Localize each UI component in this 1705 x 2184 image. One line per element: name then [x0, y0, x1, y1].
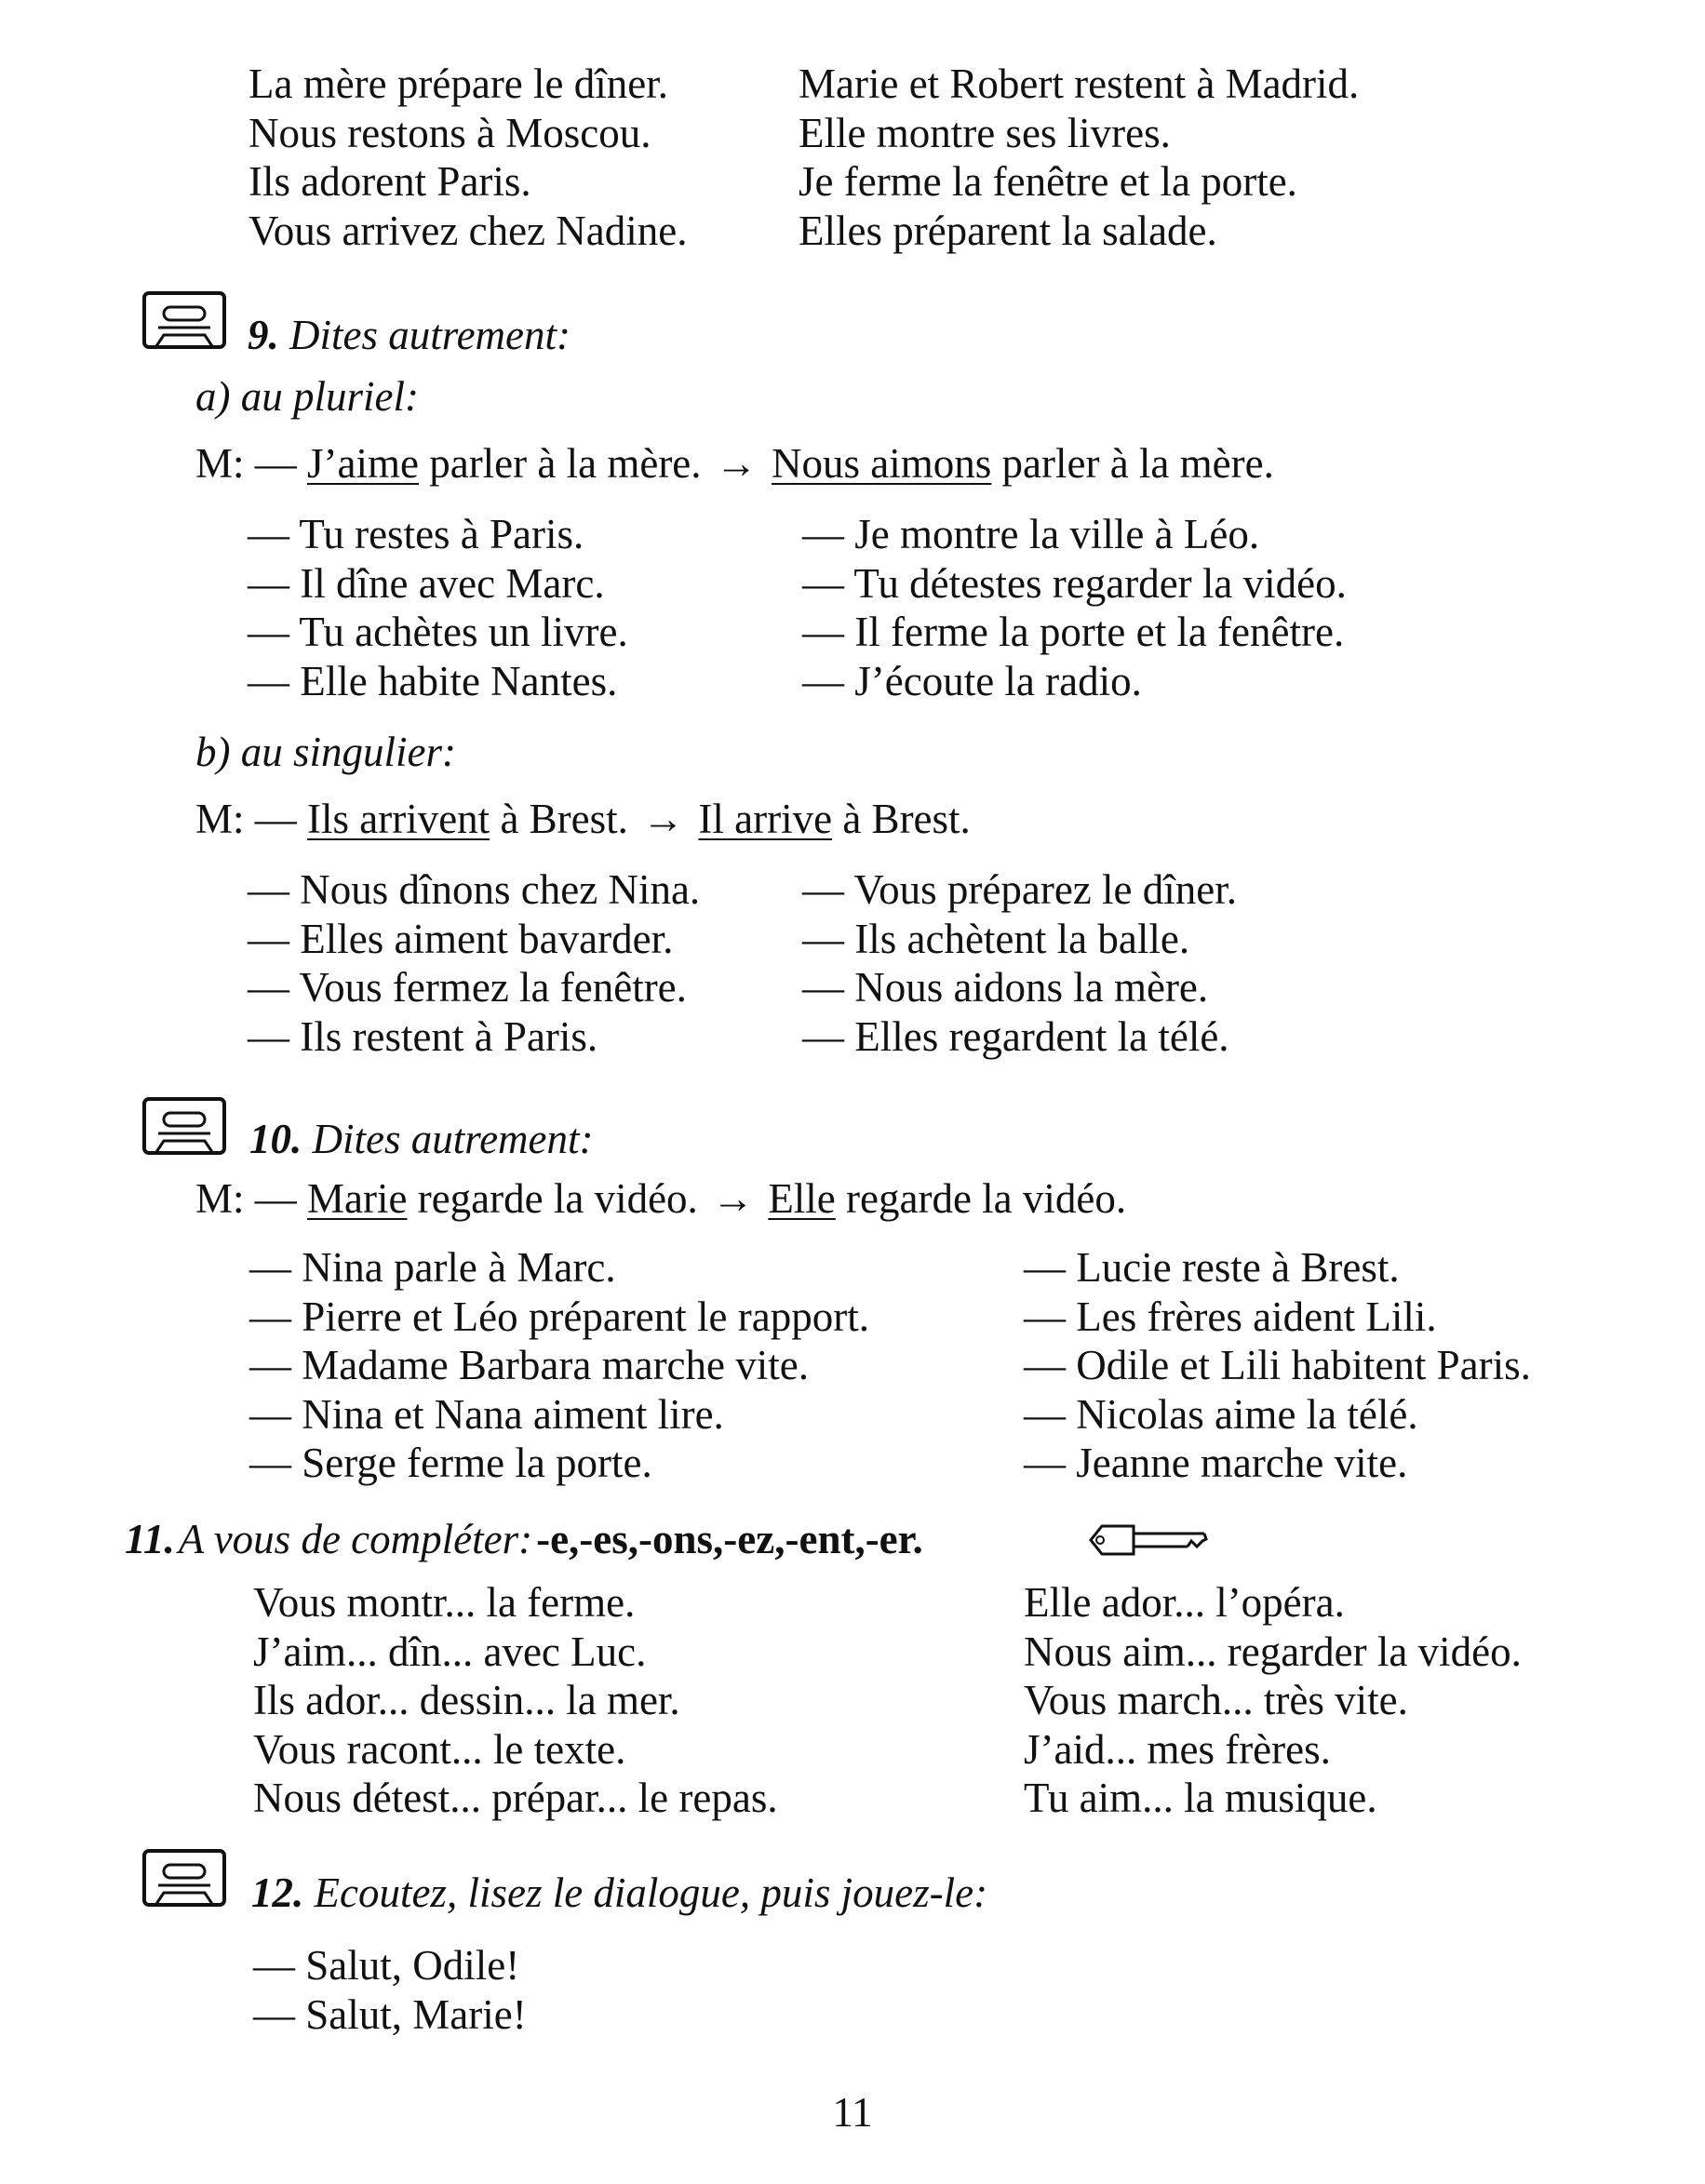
exercise-item: — Pierre et Léo préparent le rapport.: [249, 1293, 869, 1340]
cassette-icon: [141, 1848, 227, 1908]
exercise-item: — Tu détestes regarder la vidéo.: [802, 559, 1347, 607]
exercise-11-right-column: [1024, 1578, 1522, 1823]
intro-sentence: Elle montre ses livres.: [799, 109, 1171, 156]
exercise-9a-model: [195, 439, 1274, 488]
exercise-10-model: [195, 1174, 1126, 1223]
endings-list: -e,-es,-ons,-ez,-ent,-er.: [536, 1516, 923, 1562]
exercise-item: — Ils restent à Paris.: [248, 1012, 598, 1060]
exercise-item: — Vous préparez le dîner.: [802, 866, 1237, 913]
exercise-item: — Elles regardent la télé.: [802, 1012, 1229, 1060]
exercise-item: — Jeanne marche vite.: [1024, 1440, 1408, 1486]
exercise-11-heading: [125, 1515, 923, 1563]
exercise-item: — Nicolas aime la télé.: [1024, 1390, 1418, 1438]
exercise-item: — Tu restes à Paris.: [248, 511, 584, 557]
exercise-9-heading: [248, 311, 571, 359]
dialogue-line: — Salut, Marie!: [253, 1990, 527, 2038]
exercise-item: — Odile et Lili habitent Paris.: [1024, 1342, 1531, 1388]
arrow-right-icon: →: [712, 1175, 755, 1222]
exercise-item: — Elle habite Nantes.: [248, 657, 618, 704]
exercise-item: Vous montr... la ferme.: [253, 1579, 636, 1626]
model-target-subject: Elle: [768, 1175, 836, 1222]
arrow-right-icon: →: [715, 440, 758, 487]
model-source-verb: J’aime: [307, 440, 419, 487]
intro-sentence: Je ferme la fenêtre et la porte.: [799, 158, 1297, 205]
exercise-item: — Vous fermez la fenêtre.: [248, 964, 687, 1011]
model-target-rest: à Brest.: [832, 796, 971, 842]
exercise-12-heading: [251, 1869, 987, 1917]
exercise-title: Dites autrement:: [289, 312, 571, 358]
exercise-title: Dites autrement:: [312, 1116, 594, 1162]
model-source-verb: Ils arrivent: [307, 796, 490, 842]
exercise-item: Elle ador... l’opéra.: [1024, 1579, 1345, 1626]
exercise-number: 12.: [251, 1869, 304, 1916]
exercise-title: A vous de compléter:: [178, 1516, 533, 1562]
model-prefix: M: —: [195, 796, 308, 842]
exercise-item: — Ils achètent la balle.: [802, 915, 1190, 962]
arrow-right-icon: →: [642, 796, 685, 842]
intro-sentence: Nous restons à Moscou.: [248, 109, 651, 156]
model-source-rest: à Brest.: [490, 796, 628, 842]
exercise-item: Vous march... très vite.: [1024, 1677, 1408, 1723]
model-prefix: M: —: [195, 440, 308, 487]
exercise-item: — Madame Barbara marche vite.: [249, 1342, 809, 1388]
intro-sentence: Ils adorent Paris.: [248, 158, 531, 205]
exercise-10-heading: [249, 1115, 594, 1163]
exercise-item: — Serge ferme la porte.: [249, 1440, 652, 1486]
exercise-item: — Les frères aident Lili.: [1024, 1293, 1437, 1340]
key-icon: [1085, 1519, 1214, 1561]
exercise-item: — Il ferme la porte et la fenêtre.: [802, 609, 1345, 655]
exercise-item: Nous détest... prépar... le repas.: [253, 1775, 778, 1821]
model-target-verb: Il arrive: [698, 796, 833, 842]
cassette-icon: [141, 1096, 227, 1156]
model-source-rest: parler à la mère.: [418, 440, 702, 487]
exercise-9b-model: [195, 795, 971, 843]
exercise-10-right-column: [1024, 1243, 1531, 1488]
model-prefix: M: —: [195, 1175, 308, 1222]
exercise-item: Nous aim... regarder la vidéo.: [1024, 1628, 1522, 1675]
model-source-rest: regarde la vidéo.: [407, 1175, 698, 1222]
exercise-item: — Lucie reste à Brest.: [1024, 1244, 1400, 1291]
exercise-9b-right-column: [802, 865, 1237, 1061]
exercise-item: — Nina parle à Marc.: [249, 1244, 616, 1291]
model-source-subject: Marie: [307, 1175, 408, 1222]
exercise-number: 11.: [125, 1516, 175, 1562]
exercise-item: Tu aim... la musique.: [1024, 1775, 1377, 1821]
exercise-10-left-column: [249, 1243, 869, 1488]
page-number: 11: [832, 2089, 873, 2136]
intro-sentence: La mère prépare le dîner.: [248, 60, 668, 107]
exercise-item: — Je montre la ville à Léo.: [802, 511, 1260, 557]
exercise-9b-label: b) au singulier:: [195, 729, 456, 775]
exercise-item: — Nous dînons chez Nina.: [248, 866, 701, 913]
model-target-verb: Nous aimons: [772, 440, 992, 487]
exercise-11-left-column: [253, 1578, 778, 1823]
exercise-item: — Nous aidons la mère.: [802, 964, 1209, 1011]
model-target-rest: parler à la mère.: [991, 440, 1274, 487]
exercise-item: Ils ador... dessin... la mer.: [253, 1677, 680, 1723]
intro-right-column: [799, 60, 1359, 255]
exercise-9b-left-column: [248, 865, 700, 1061]
exercise-item: J’aim... dîn... avec Luc.: [253, 1628, 647, 1675]
dialogue-line: — Salut, Odile!: [253, 1942, 520, 1989]
cassette-icon: [141, 290, 227, 350]
exercise-9a-label: a) au pluriel:: [195, 373, 419, 420]
exercise-item: — Tu achètes un livre.: [248, 609, 628, 655]
intro-sentence: Vous arrivez chez Nadine.: [248, 207, 688, 254]
exercise-item: — J’écoute la radio.: [802, 657, 1142, 704]
intro-sentence: Elles préparent la salade.: [799, 207, 1217, 254]
intro-left-column: [248, 60, 687, 255]
exercise-9a-right-column: [802, 510, 1347, 705]
exercise-item: J’aid... mes frères.: [1024, 1725, 1331, 1773]
intro-sentence: Marie et Robert restent à Madrid.: [799, 60, 1360, 107]
exercise-item: Vous racont... le texte.: [253, 1725, 626, 1773]
exercise-item: — Il dîne avec Marc.: [248, 559, 605, 607]
exercise-9a-left-column: [248, 510, 628, 705]
model-target-rest: regarde la vidéo.: [835, 1175, 1127, 1222]
exercise-item: — Elles aiment bavarder.: [248, 915, 674, 962]
exercise-number: 10.: [249, 1116, 302, 1162]
exercise-number: 9.: [248, 312, 279, 358]
exercise-title: Ecoutez, lisez le dialogue, puis jouez-le:: [314, 1869, 988, 1916]
dialogue: [253, 1941, 527, 2039]
exercise-item: — Nina et Nana aiment lire.: [249, 1390, 724, 1438]
